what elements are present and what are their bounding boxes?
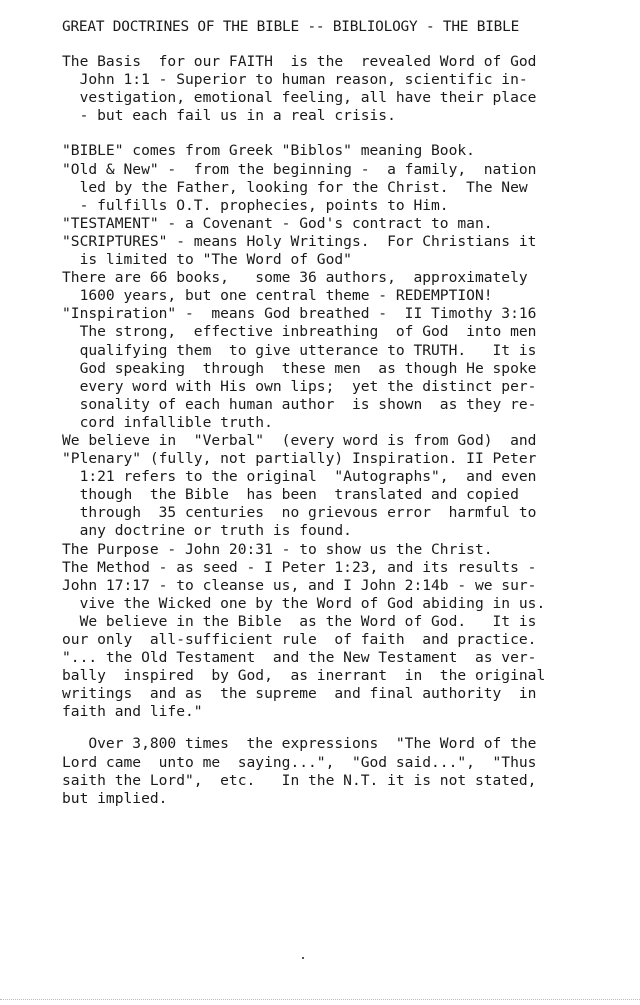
text-line: John 1:1 - Superior to human reason, scientific in- [62, 71, 528, 89]
text-line: faith and life." [62, 703, 203, 721]
text-line: saith the Lord", etc. In the N.T. it is not stated, [62, 771, 537, 789]
text-line: sonality of each human author is shown as they re- [62, 395, 537, 413]
text-line: We believe in "Verbal" (every word is from God) and [62, 431, 537, 449]
text-line: qualifying them to give utterance to TRUTH. It is [62, 341, 537, 359]
text-line: - fulfills O.T. prophecies, points to Him. [62, 196, 449, 214]
text-line: our only all-sufficient rule of faith and practice. [62, 631, 537, 648]
basis-paragraph [62, 53, 607, 125]
text-line: "... the Old Testament and the New Testament as ver- [62, 649, 537, 667]
text-line: any doctrine or truth is found. [62, 522, 352, 540]
text-line: led by the Father, looking for the Christ. The New [62, 178, 528, 196]
speck-mark [302, 957, 304, 959]
text-line: vive the Wicked one by the Word of God abiding in us. [62, 594, 546, 612]
text-line: is limited to "The Word of God" [62, 251, 352, 269]
text-line: but implied. [62, 789, 168, 807]
page-title: GREAT DOCTRINES OF THE BIBLE -- BIBLIOLOGY - THE BIBLE [62, 19, 520, 35]
text-line: 1:21 refers to the original "Autographs", and even [62, 468, 537, 486]
text-line: - but each fail us in a real crisis. [62, 107, 396, 125]
text-line: every word with His own lips; yet the distinct per- [62, 377, 537, 395]
text-line: Lord came unto me saying...", "God said...", "Thus [62, 753, 537, 771]
text-line: The Purpose - John 20:31 - to show us the Christ. [62, 540, 493, 558]
text-line: 1600 years, but one central theme - REDEMPTION! [62, 287, 493, 305]
definitions-section [62, 142, 607, 721]
text-line: "BIBLE" comes from Greek "Biblos" meaning Book. [62, 142, 475, 160]
text-line: "Plenary" (fully, not partially) Inspiration. II Peter [62, 450, 537, 468]
text-line: "SCRIPTURES" - means Holy Writings. For Christians it [62, 232, 537, 250]
text-line: bally inspired by God, as inerrant in the original [62, 667, 546, 685]
text-line: cord infallible truth. [62, 413, 273, 431]
text-line: John 17:17 - to cleanse us, and I John 2:14b - we sur- [62, 576, 537, 594]
text-line: There are 66 books, some 36 authors, approximately [62, 269, 528, 287]
text-line: Over 3,800 times the expressions "The Word of the [62, 735, 537, 753]
text-line: The Basis for our FAITH is the revealed Word of God [62, 53, 537, 71]
text-line: through 35 centuries no grievous error harmful to [62, 504, 537, 522]
document-page [62, 18, 607, 808]
text-line: The strong, effective inbreathing of God into men [62, 323, 537, 341]
text-line: The Method - as seed - I Peter 1:23, and its results - [62, 558, 537, 576]
text-line: "TESTAMENT" - a Covenant - God's contract to man. [62, 214, 493, 232]
text-line: writings and as the supreme and final authority in [62, 685, 537, 703]
closing-paragraph [62, 735, 607, 807]
text-line: We believe in the Bible as the Word of God. It is [62, 612, 537, 630]
text-line: God speaking through these men as though He spoke [62, 359, 537, 377]
paragraph-gap [62, 721, 607, 735]
text-line: "Old & New" - from the beginning - a family, nation [62, 160, 537, 178]
text-line: vestigation, emotional feeling, all have their place [62, 89, 537, 107]
paragraph-gap [62, 125, 607, 142]
text-line: "Inspiration" - means God breathed - II Timothy 3:16 [62, 305, 537, 323]
page-bottom-edge [0, 999, 640, 1001]
text-line: though the Bible has been translated and copied [62, 486, 519, 504]
